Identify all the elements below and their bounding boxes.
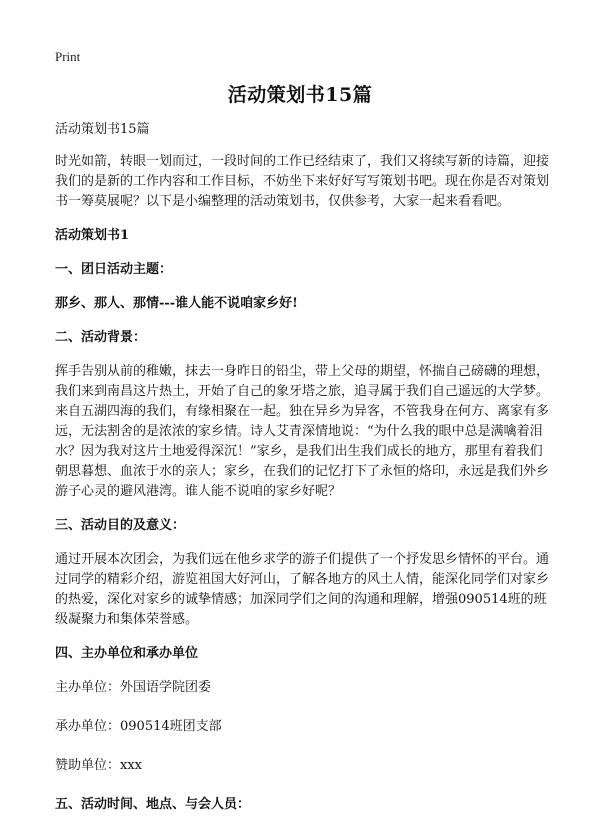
- document-title: 活动策划书15篇: [227, 84, 373, 106]
- units-heading: 四、主办单位和承办单位: [55, 646, 199, 661]
- document-body: [55, 120, 555, 829]
- theme-heading: 一、团日活动主题：: [55, 262, 173, 277]
- section-heading: 活动策划书1: [55, 228, 130, 243]
- theme-text: 那乡、那人、那情---谁人能不说咱家乡好!: [55, 296, 298, 311]
- sponsor-unit: 赞助单位：xxx: [55, 758, 142, 773]
- time-place-heading: 五、活动时间、地点、与会人员：: [55, 797, 251, 812]
- purpose-paragraph: 通过开展本次团会，为我们远在他乡求学的游子们提供了一个抒发思乡情怀的平台。通过同学的精彩介绍，游览祖国大好河山，了解各地方的风土人情，能深化同学们对家乡的热爱，深化对家乡的诚挚情感；加深同学们之间的沟通和理解，增强090514班的班级凝聚力和集体荣誉感。: [55, 552, 550, 627]
- background-paragraph: 挥手告别从前的稚嫩，抹去一身昨日的铅尘，带上父母的期望，怀揣自己磅礴的理想，我们来到南昌这片热土，开始了自己的象牙塔之旅，追寻属于我们自己遥远的大学梦。来自五湖四海的我们，有缘相聚在一起。独在异乡为异客，不管我身在何方、离家有多远，无法割舍的是浓浓的家乡情。诗人艾青深情地说：“为什么我的眼中总是满噙着泪水？因为我对这片土地爱得深沉！”家乡，是我们出生我们成长的地方，那里有着我们朝思暮想、血浓于水的亲人；家乡，在我们的记忆打下了永恒的烙印，永远是我们外乡游子心灵的避风港湾。谁人能不说咱的家乡好呢？: [55, 364, 550, 499]
- organizer-unit: 承办单位：090514班团支部: [55, 719, 222, 734]
- intro-paragraph: 时光如箭，转眼一划而过，一段时间的工作已经结束了，我们又将续写新的诗篇，迎接我们的是新的工作内容和工作目标，不妨坐下来好好写写策划书吧。现在你是否对策划书一筹莫展呢？以下是小编整理的活动策划书，仅供参考，大家一起来看看吧。: [55, 154, 550, 209]
- document-subtitle: 活动策划书15篇: [55, 122, 150, 137]
- print-link[interactable]: Print: [55, 49, 81, 64]
- purpose-heading: 三、活动目的及意义：: [55, 518, 186, 533]
- host-unit: 主办单位：外国语学院团委: [55, 680, 212, 695]
- background-heading: 二、活动背景：: [55, 330, 147, 345]
